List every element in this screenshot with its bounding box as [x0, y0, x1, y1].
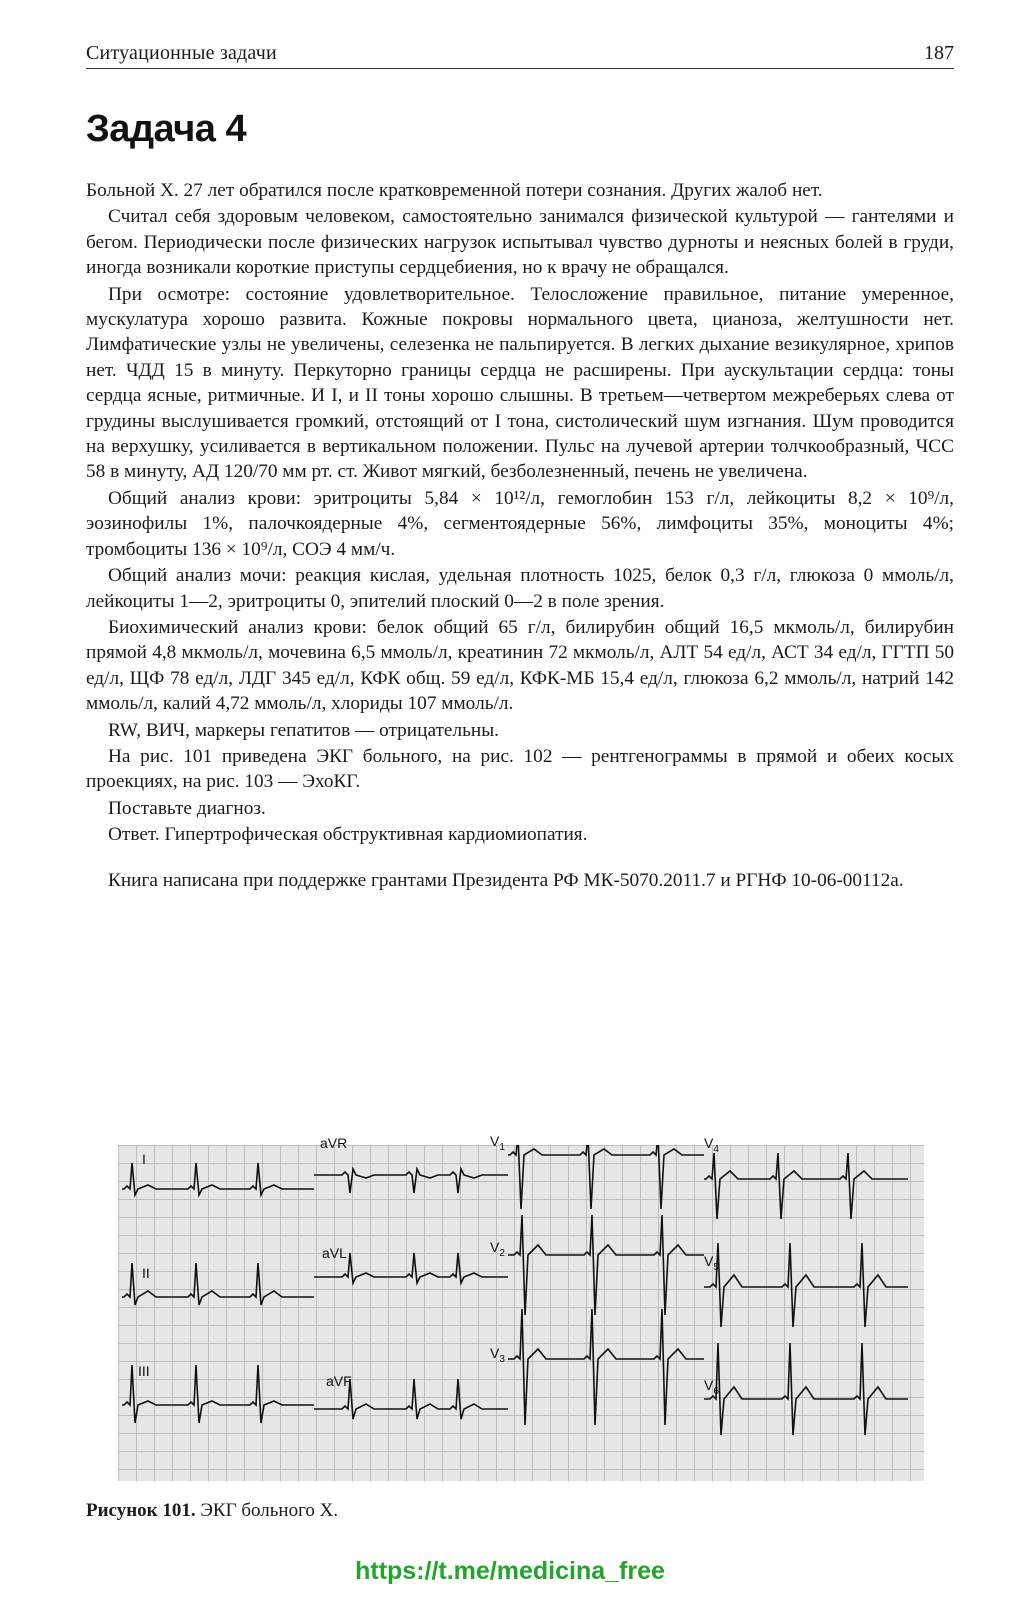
lead-label-v2: [490, 1239, 505, 1259]
lead-sub-v4: 4: [713, 1143, 719, 1155]
lead-sub-v6: 6: [713, 1385, 719, 1397]
task-title: Задача 4: [86, 108, 247, 150]
lead-sub-v1: 1: [499, 1141, 505, 1153]
paragraph-blood-test: Общий анализ крови: эритроциты 5,84 × 10¹²/л, гемоглобин 153 г/л, лейкоциты 8,2 × 10⁹/л, эозинофилы 1%, палочкоядерные 4%, сегментоядерные 56%, лимфоциты 35%, моноциты 4%; тромбоциты 136 × 10⁹/л, СОЭ 4 мм/ч.: [86, 487, 954, 560]
paragraph-question: Поставьте диагноз.: [108, 797, 266, 819]
ecg-trace-ii: [122, 1263, 314, 1305]
lead-letter-v4: V: [704, 1135, 714, 1151]
grant-note: Книга написана при поддержке грантами Президента РФ МК-5070.2011.7 и РГНФ 10-06-00112а.: [108, 869, 904, 891]
paragraph-complaint: Больной Х. 27 лет обратился после кратковременной потери сознания. Других жалоб нет.: [86, 180, 823, 201]
paragraph-answer: Ответ. Гипертрофическая обструктивная кардиомиопатия.: [108, 824, 588, 846]
lead-label-v6: [704, 1377, 719, 1397]
page-number: 187: [924, 42, 954, 64]
paragraph-figures-ref: На рис. 101 приведена ЭКГ больного, на рис. 102 — рентгенограммы в прямой и обеих косых проекциях, на рис. 103 — ЭхоКГ.: [86, 745, 954, 793]
lead-label-v1: [490, 1133, 505, 1153]
ecg-trace-v2: [508, 1215, 704, 1315]
ecg-trace-v1: [508, 1145, 704, 1209]
ecg-trace-v3: [508, 1309, 704, 1425]
lead-label-v5: [704, 1253, 719, 1273]
lead-sub-v3: 3: [499, 1353, 505, 1365]
lead-letter-v2: V: [490, 1239, 500, 1255]
ecg-trace-iii: [122, 1365, 314, 1423]
paragraph-history: Считал себя здоровым человеком, самостоятельно занимался физической культурой — гантелями и бегом. Периодически после физических нагрузок испытывал чувство дурноты и неясных болей в груди, иногда возникали короткие приступы сердцебиения, но к врачу не обращался.: [86, 206, 954, 279]
lead-sub-v5: 5: [713, 1261, 719, 1273]
ecg-trace-i: [122, 1163, 314, 1195]
paragraph-exam: При осмотре: состояние удовлетворительное. Телосложение правильное, питание умеренное, мускулатура хорошо развита. Кожные покровы нормального цвета, цианоза, желтушности нет. Лимфатические узлы не увеличены, селезенка не пальпируется. В легких дыхание везикулярное, хрипов нет. ЧДД 15 в минуту. Перкуторно границы сердца не расширены. При аускультации сердца: тоны сердца ясные, ритмичные. И I, и II тоны хорошо слышны. В третьем—четвертом межреберьях слева от грудины выслушивается громкий, отстоящий от I тона, систолический шум изгнания. Шум проводится на верхушку, усиливается в вертикальном положении. Пульс на лучевой артерии толчкообразный, ЧСС 58 в минуту, АД 120/70 мм рт. ст. Живот мягкий, безболезненный, печень не увеличена.: [86, 283, 954, 483]
lead-letter-v5: V: [704, 1253, 714, 1269]
lead-label-avr: aVR: [320, 1135, 348, 1151]
lead-letter-v6: V: [704, 1377, 714, 1393]
telegram-link[interactable]: https://t.me/medicina_free: [355, 1557, 665, 1585]
ecg-trace-avr: [314, 1169, 508, 1193]
header-section-title: Ситуационные задачи: [86, 42, 277, 64]
lead-label-ii: II: [142, 1265, 150, 1281]
paragraph-biochemistry: Биохимический анализ крови: белок общий 65 г/л, билирубин общий 16,5 мкмоль/л, билирубин прямой 4,8 мкмоль/л, мочевина 6,5 ммоль/л, креатинин 72 мкмоль/л, АЛТ 54 ед/л, АСТ 34 ед/л, ГГТП 50 ед/л, ЩФ 78 ед/л, ЛДГ 345 ед/л, КФК общ. 59 ед/л, КФК-МБ 15,4 ед/л, глюкоза 6,2 ммоль/л, натрий 142 ммоль/л, калий 4,72 ммоль/л, хлориды 107 ммоль/л.: [86, 616, 954, 715]
ecg-trace-v6: [704, 1343, 908, 1435]
ecg-figure: [118, 1133, 924, 1481]
ecg-trace-v5: [704, 1243, 908, 1327]
paragraph-serology: RW, ВИЧ, маркеры гепатитов — отрицательны.: [108, 719, 499, 741]
lead-label-avl: aVL: [322, 1245, 347, 1261]
figure-caption: [86, 1500, 338, 1522]
paragraph-urine-test: Общий анализ мочи: реакция кислая, удельная плотность 1025, белок 0,3 г/л, глюкоза 0 ммоль/л, лейкоциты 1—2, эритроциты 0, эпителий плоский 0—2 в поле зрения.: [86, 565, 954, 612]
figure-caption-text: ЭКГ больного Х.: [195, 1500, 339, 1521]
case-text: [86, 178, 954, 894]
lead-letter-v1: V: [490, 1133, 500, 1149]
ecg-trace-v4: [704, 1153, 908, 1219]
lead-label-v3: [490, 1345, 505, 1365]
lead-label-i: I: [142, 1151, 146, 1167]
lead-label-v4: [704, 1135, 719, 1155]
figure-label: Рисунок 101.: [86, 1500, 196, 1521]
lead-label-avf: aVF: [326, 1373, 352, 1389]
running-header: [86, 42, 954, 69]
lead-letter-v3: V: [490, 1345, 500, 1361]
lead-sub-v2: 2: [499, 1247, 505, 1259]
ecg-traces: [118, 1145, 924, 1481]
lead-label-iii: III: [138, 1363, 150, 1379]
